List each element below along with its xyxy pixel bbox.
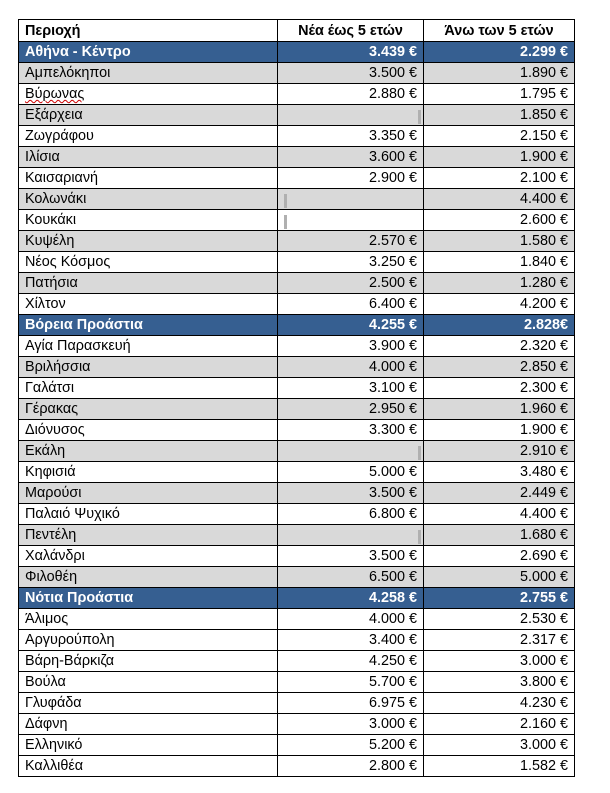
price-over5-cell xyxy=(424,126,575,147)
price-over5-value: 4.230 € xyxy=(519,695,568,711)
table-row xyxy=(19,693,575,714)
table-row xyxy=(19,483,575,504)
price-over5-cell xyxy=(424,42,575,63)
area-name: Αθήνα - Κέντρο xyxy=(25,44,131,60)
price-over5-value: 1.900 € xyxy=(519,149,568,165)
price-over5-cell xyxy=(424,357,575,378)
area-name: Κολωνάκι xyxy=(25,191,87,207)
table-row xyxy=(19,273,575,294)
price-over5-cell xyxy=(424,252,575,273)
price-new-cell xyxy=(278,147,424,168)
area-name: Κυψέλη xyxy=(25,233,75,249)
price-new-cell xyxy=(278,525,424,546)
price-over5-cell xyxy=(424,546,575,567)
price-new-value: 2.880 € xyxy=(368,86,417,102)
table-row xyxy=(19,651,575,672)
area-name: Καλλιθέα xyxy=(25,758,84,774)
price-over5-value: 2.320 € xyxy=(519,338,568,354)
price-new-value: 5.200 € xyxy=(368,737,417,753)
table-row xyxy=(19,399,575,420)
table-row xyxy=(19,609,575,630)
price-over5-value: 2.300 € xyxy=(519,380,568,396)
area-name: Βριλήσσια xyxy=(25,359,91,375)
price-new-value: 6.800 € xyxy=(368,506,417,522)
area-name: Διόνυσος xyxy=(25,422,85,438)
table-row xyxy=(19,336,575,357)
price-table xyxy=(18,19,575,777)
table-row xyxy=(19,462,575,483)
table-row xyxy=(19,252,575,273)
area-name: Πεντέλη xyxy=(25,527,77,543)
price-over5-value: 2.828€ xyxy=(523,317,568,333)
table-row xyxy=(19,714,575,735)
area-cell xyxy=(19,147,278,168)
area-name: Εκάλη xyxy=(25,443,66,459)
price-over5-cell xyxy=(424,168,575,189)
price-new-cell xyxy=(278,105,424,126)
area-name: Χαλάνδρι xyxy=(25,548,85,564)
area-cell xyxy=(19,336,278,357)
price-over5-cell xyxy=(424,504,575,525)
price-new-value: 3.439 € xyxy=(368,44,417,60)
price-new-cell xyxy=(278,357,424,378)
price-over5-value: 1.850 € xyxy=(519,107,568,123)
area-cell xyxy=(19,231,278,252)
price-over5-value: 2.317 € xyxy=(519,632,568,648)
price-over5-cell xyxy=(424,84,575,105)
price-new-cell xyxy=(278,714,424,735)
price-new-cell xyxy=(278,693,424,714)
area-name: Καισαριανή xyxy=(25,170,99,186)
price-new-value: 3.600 € xyxy=(368,149,417,165)
table-row xyxy=(19,189,575,210)
price-over5-cell xyxy=(424,441,575,462)
price-over5-cell xyxy=(424,315,575,336)
price-new-cell xyxy=(278,84,424,105)
table-row xyxy=(19,672,575,693)
table-row xyxy=(19,525,575,546)
area-cell xyxy=(19,126,278,147)
area-name: Νότια Προάστια xyxy=(25,590,134,606)
area-cell xyxy=(19,735,278,756)
price-over5-cell xyxy=(424,231,575,252)
price-new-cell xyxy=(278,462,424,483)
table-row xyxy=(19,504,575,525)
table-row xyxy=(19,294,575,315)
area-cell xyxy=(19,294,278,315)
price-over5-value: 2.299 € xyxy=(519,44,568,60)
table-row xyxy=(19,567,575,588)
price-new-value: 2.570 € xyxy=(368,233,417,249)
price-new-cell xyxy=(278,315,424,336)
area-name: Δάφνη xyxy=(25,716,68,732)
price-over5-value: 1.280 € xyxy=(519,275,568,291)
price-new-cell xyxy=(278,126,424,147)
price-new-value: 4.000 € xyxy=(368,359,417,375)
area-name: Γλυφάδα xyxy=(25,695,82,711)
area-cell xyxy=(19,525,278,546)
area-name: Παλαιό Ψυχικό xyxy=(25,506,120,522)
area-name: Ελληνικό xyxy=(25,737,83,753)
price-over5-cell xyxy=(424,651,575,672)
area-name: Κηφισιά xyxy=(25,464,76,480)
area-name: Φιλοθέη xyxy=(25,569,78,585)
area-name: Βάρη-Βάρκιζα xyxy=(25,653,115,669)
price-new-value: 4.255 € xyxy=(368,317,417,333)
price-new-value: 5.000 € xyxy=(368,464,417,480)
cell-marker xyxy=(284,215,287,229)
price-over5-value: 3.000 € xyxy=(519,653,568,669)
price-new-value: 3.500 € xyxy=(368,485,417,501)
area-cell xyxy=(19,210,278,231)
area-cell xyxy=(19,756,278,777)
cell-marker xyxy=(284,194,287,208)
area-name: Αργυρούπολη xyxy=(25,632,115,648)
price-new-value: 3.900 € xyxy=(368,338,417,354)
price-new-value: 3.250 € xyxy=(368,254,417,270)
price-over5-value: 3.000 € xyxy=(519,737,568,753)
table-row xyxy=(19,378,575,399)
price-over5-value: 1.582 € xyxy=(519,758,568,774)
price-over5-cell xyxy=(424,63,575,84)
price-over5-cell xyxy=(424,525,575,546)
price-new-value: 2.800 € xyxy=(368,758,417,774)
price-new-cell xyxy=(278,756,424,777)
area-name: Αμπελόκηποι xyxy=(25,65,111,81)
price-over5-cell xyxy=(424,672,575,693)
price-over5-value: 4.200 € xyxy=(519,296,568,312)
header-over-5-years: Άνω των 5 ετών xyxy=(424,20,575,42)
price-new-value: 6.975 € xyxy=(368,695,417,711)
price-new-value: 2.950 € xyxy=(368,401,417,417)
price-over5-cell xyxy=(424,105,575,126)
price-over5-cell xyxy=(424,210,575,231)
area-name: Αγία Παρασκευή xyxy=(25,338,131,354)
price-over5-cell xyxy=(424,714,575,735)
table-row xyxy=(19,420,575,441)
price-over5-cell xyxy=(424,462,575,483)
region-row xyxy=(19,588,575,609)
table-row xyxy=(19,210,575,231)
area-name: Εξάρχεια xyxy=(25,107,83,123)
price-new-cell xyxy=(278,441,424,462)
cell-marker xyxy=(418,530,421,544)
price-over5-value: 2.449 € xyxy=(519,485,568,501)
price-over5-value: 2.100 € xyxy=(519,170,568,186)
price-over5-cell xyxy=(424,693,575,714)
price-over5-value: 1.680 € xyxy=(519,527,568,543)
price-over5-value: 1.960 € xyxy=(519,401,568,417)
table-row xyxy=(19,168,575,189)
price-new-value: 3.000 € xyxy=(368,716,417,732)
area-cell xyxy=(19,42,278,63)
table-row xyxy=(19,231,575,252)
price-new-value: 6.500 € xyxy=(368,569,417,585)
area-cell xyxy=(19,567,278,588)
price-new-cell xyxy=(278,63,424,84)
area-name: Ιλίσια xyxy=(25,149,60,165)
cell-marker xyxy=(418,446,421,460)
price-over5-value: 1.900 € xyxy=(519,422,568,438)
area-cell xyxy=(19,63,278,84)
price-over5-cell xyxy=(424,399,575,420)
price-over5-cell xyxy=(424,609,575,630)
area-cell xyxy=(19,714,278,735)
price-new-cell xyxy=(278,273,424,294)
price-new-cell xyxy=(278,399,424,420)
price-over5-cell xyxy=(424,420,575,441)
price-new-value: 6.400 € xyxy=(368,296,417,312)
area-cell xyxy=(19,693,278,714)
price-new-value: 3.100 € xyxy=(368,380,417,396)
area-cell xyxy=(19,273,278,294)
price-over5-value: 2.850 € xyxy=(519,359,568,375)
price-new-cell xyxy=(278,189,424,210)
area-name: Κουκάκι xyxy=(25,212,77,228)
price-over5-cell xyxy=(424,567,575,588)
area-name: Βύρωνας xyxy=(25,86,85,102)
price-new-value: 5.700 € xyxy=(368,674,417,690)
price-over5-cell xyxy=(424,735,575,756)
price-new-cell xyxy=(278,630,424,651)
area-name: Μαρούσι xyxy=(25,485,82,501)
area-cell xyxy=(19,504,278,525)
area-name: Γαλάτσι xyxy=(25,380,75,396)
header-row xyxy=(19,20,575,42)
area-cell xyxy=(19,399,278,420)
price-new-cell xyxy=(278,651,424,672)
price-new-value: 3.500 € xyxy=(368,548,417,564)
area-cell xyxy=(19,609,278,630)
price-over5-value: 2.600 € xyxy=(519,212,568,228)
price-new-cell xyxy=(278,609,424,630)
price-new-cell xyxy=(278,588,424,609)
price-over5-value: 1.580 € xyxy=(519,233,568,249)
area-name: Βούλα xyxy=(25,674,66,690)
price-new-value: 3.500 € xyxy=(368,65,417,81)
price-new-value: 3.400 € xyxy=(368,632,417,648)
price-over5-value: 2.160 € xyxy=(519,716,568,732)
price-over5-cell xyxy=(424,189,575,210)
area-cell xyxy=(19,420,278,441)
area-cell xyxy=(19,378,278,399)
price-over5-value: 1.890 € xyxy=(519,65,568,81)
price-over5-value: 4.400 € xyxy=(519,506,568,522)
table-row xyxy=(19,546,575,567)
price-over5-value: 5.000 € xyxy=(519,569,568,585)
price-new-value: 2.900 € xyxy=(368,170,417,186)
price-over5-value: 1.795 € xyxy=(519,86,568,102)
price-over5-cell xyxy=(424,756,575,777)
price-over5-cell xyxy=(424,483,575,504)
price-new-cell xyxy=(278,42,424,63)
area-name: Χίλτον xyxy=(25,296,66,312)
price-over5-cell xyxy=(424,630,575,651)
cell-marker xyxy=(418,110,421,124)
area-cell xyxy=(19,546,278,567)
price-over5-cell xyxy=(424,588,575,609)
area-cell xyxy=(19,315,278,336)
price-over5-cell xyxy=(424,294,575,315)
price-new-cell xyxy=(278,420,424,441)
price-new-cell xyxy=(278,483,424,504)
price-new-cell xyxy=(278,336,424,357)
area-cell xyxy=(19,84,278,105)
price-new-cell xyxy=(278,546,424,567)
area-name: Ζωγράφου xyxy=(25,128,94,144)
table-row xyxy=(19,84,575,105)
table-row xyxy=(19,126,575,147)
table-row xyxy=(19,147,575,168)
price-new-cell xyxy=(278,567,424,588)
price-new-cell xyxy=(278,168,424,189)
price-new-cell xyxy=(278,378,424,399)
area-name: Νέος Κόσμος xyxy=(25,254,111,270)
price-over5-value: 2.150 € xyxy=(519,128,568,144)
table-body xyxy=(19,42,575,777)
price-over5-value: 2.755 € xyxy=(519,590,568,606)
table-row xyxy=(19,756,575,777)
price-over5-value: 2.690 € xyxy=(519,548,568,564)
area-cell xyxy=(19,189,278,210)
header-area: Περιοχή xyxy=(19,20,278,42)
price-over5-cell xyxy=(424,147,575,168)
area-cell xyxy=(19,672,278,693)
price-over5-cell xyxy=(424,378,575,399)
price-new-value: 4.250 € xyxy=(368,653,417,669)
area-name: Βόρεια Προάστια xyxy=(25,317,143,333)
price-new-value: 4.000 € xyxy=(368,611,417,627)
price-over5-value: 2.910 € xyxy=(519,443,568,459)
price-new-cell xyxy=(278,735,424,756)
area-name: Άλιμος xyxy=(25,611,69,627)
region-row xyxy=(19,315,575,336)
table-row xyxy=(19,735,575,756)
table-row xyxy=(19,357,575,378)
area-cell xyxy=(19,651,278,672)
price-new-value: 2.500 € xyxy=(368,275,417,291)
region-row xyxy=(19,42,575,63)
price-over5-cell xyxy=(424,273,575,294)
price-new-cell xyxy=(278,210,424,231)
table-row xyxy=(19,63,575,84)
price-over5-value: 4.400 € xyxy=(519,191,568,207)
area-cell xyxy=(19,168,278,189)
price-over5-value: 1.840 € xyxy=(519,254,568,270)
price-new-value: 3.350 € xyxy=(368,128,417,144)
table-row xyxy=(19,105,575,126)
price-new-cell xyxy=(278,672,424,693)
area-cell xyxy=(19,441,278,462)
area-cell xyxy=(19,357,278,378)
table-row xyxy=(19,441,575,462)
price-over5-value: 3.480 € xyxy=(519,464,568,480)
price-new-cell xyxy=(278,231,424,252)
price-over5-value: 3.800 € xyxy=(519,674,568,690)
area-cell xyxy=(19,252,278,273)
price-over5-value: 2.530 € xyxy=(519,611,568,627)
price-new-value: 3.300 € xyxy=(368,422,417,438)
price-new-cell xyxy=(278,252,424,273)
area-cell xyxy=(19,630,278,651)
area-name: Πατήσια xyxy=(25,275,78,291)
price-new-cell xyxy=(278,504,424,525)
price-new-cell xyxy=(278,294,424,315)
table-row xyxy=(19,630,575,651)
price-new-value: 4.258 € xyxy=(368,590,417,606)
price-over5-cell xyxy=(424,336,575,357)
area-cell xyxy=(19,462,278,483)
header-new-upto-5-years: Νέα έως 5 ετών xyxy=(278,20,424,42)
area-cell xyxy=(19,105,278,126)
area-cell xyxy=(19,588,278,609)
area-name: Γέρακας xyxy=(25,401,79,417)
area-cell xyxy=(19,483,278,504)
